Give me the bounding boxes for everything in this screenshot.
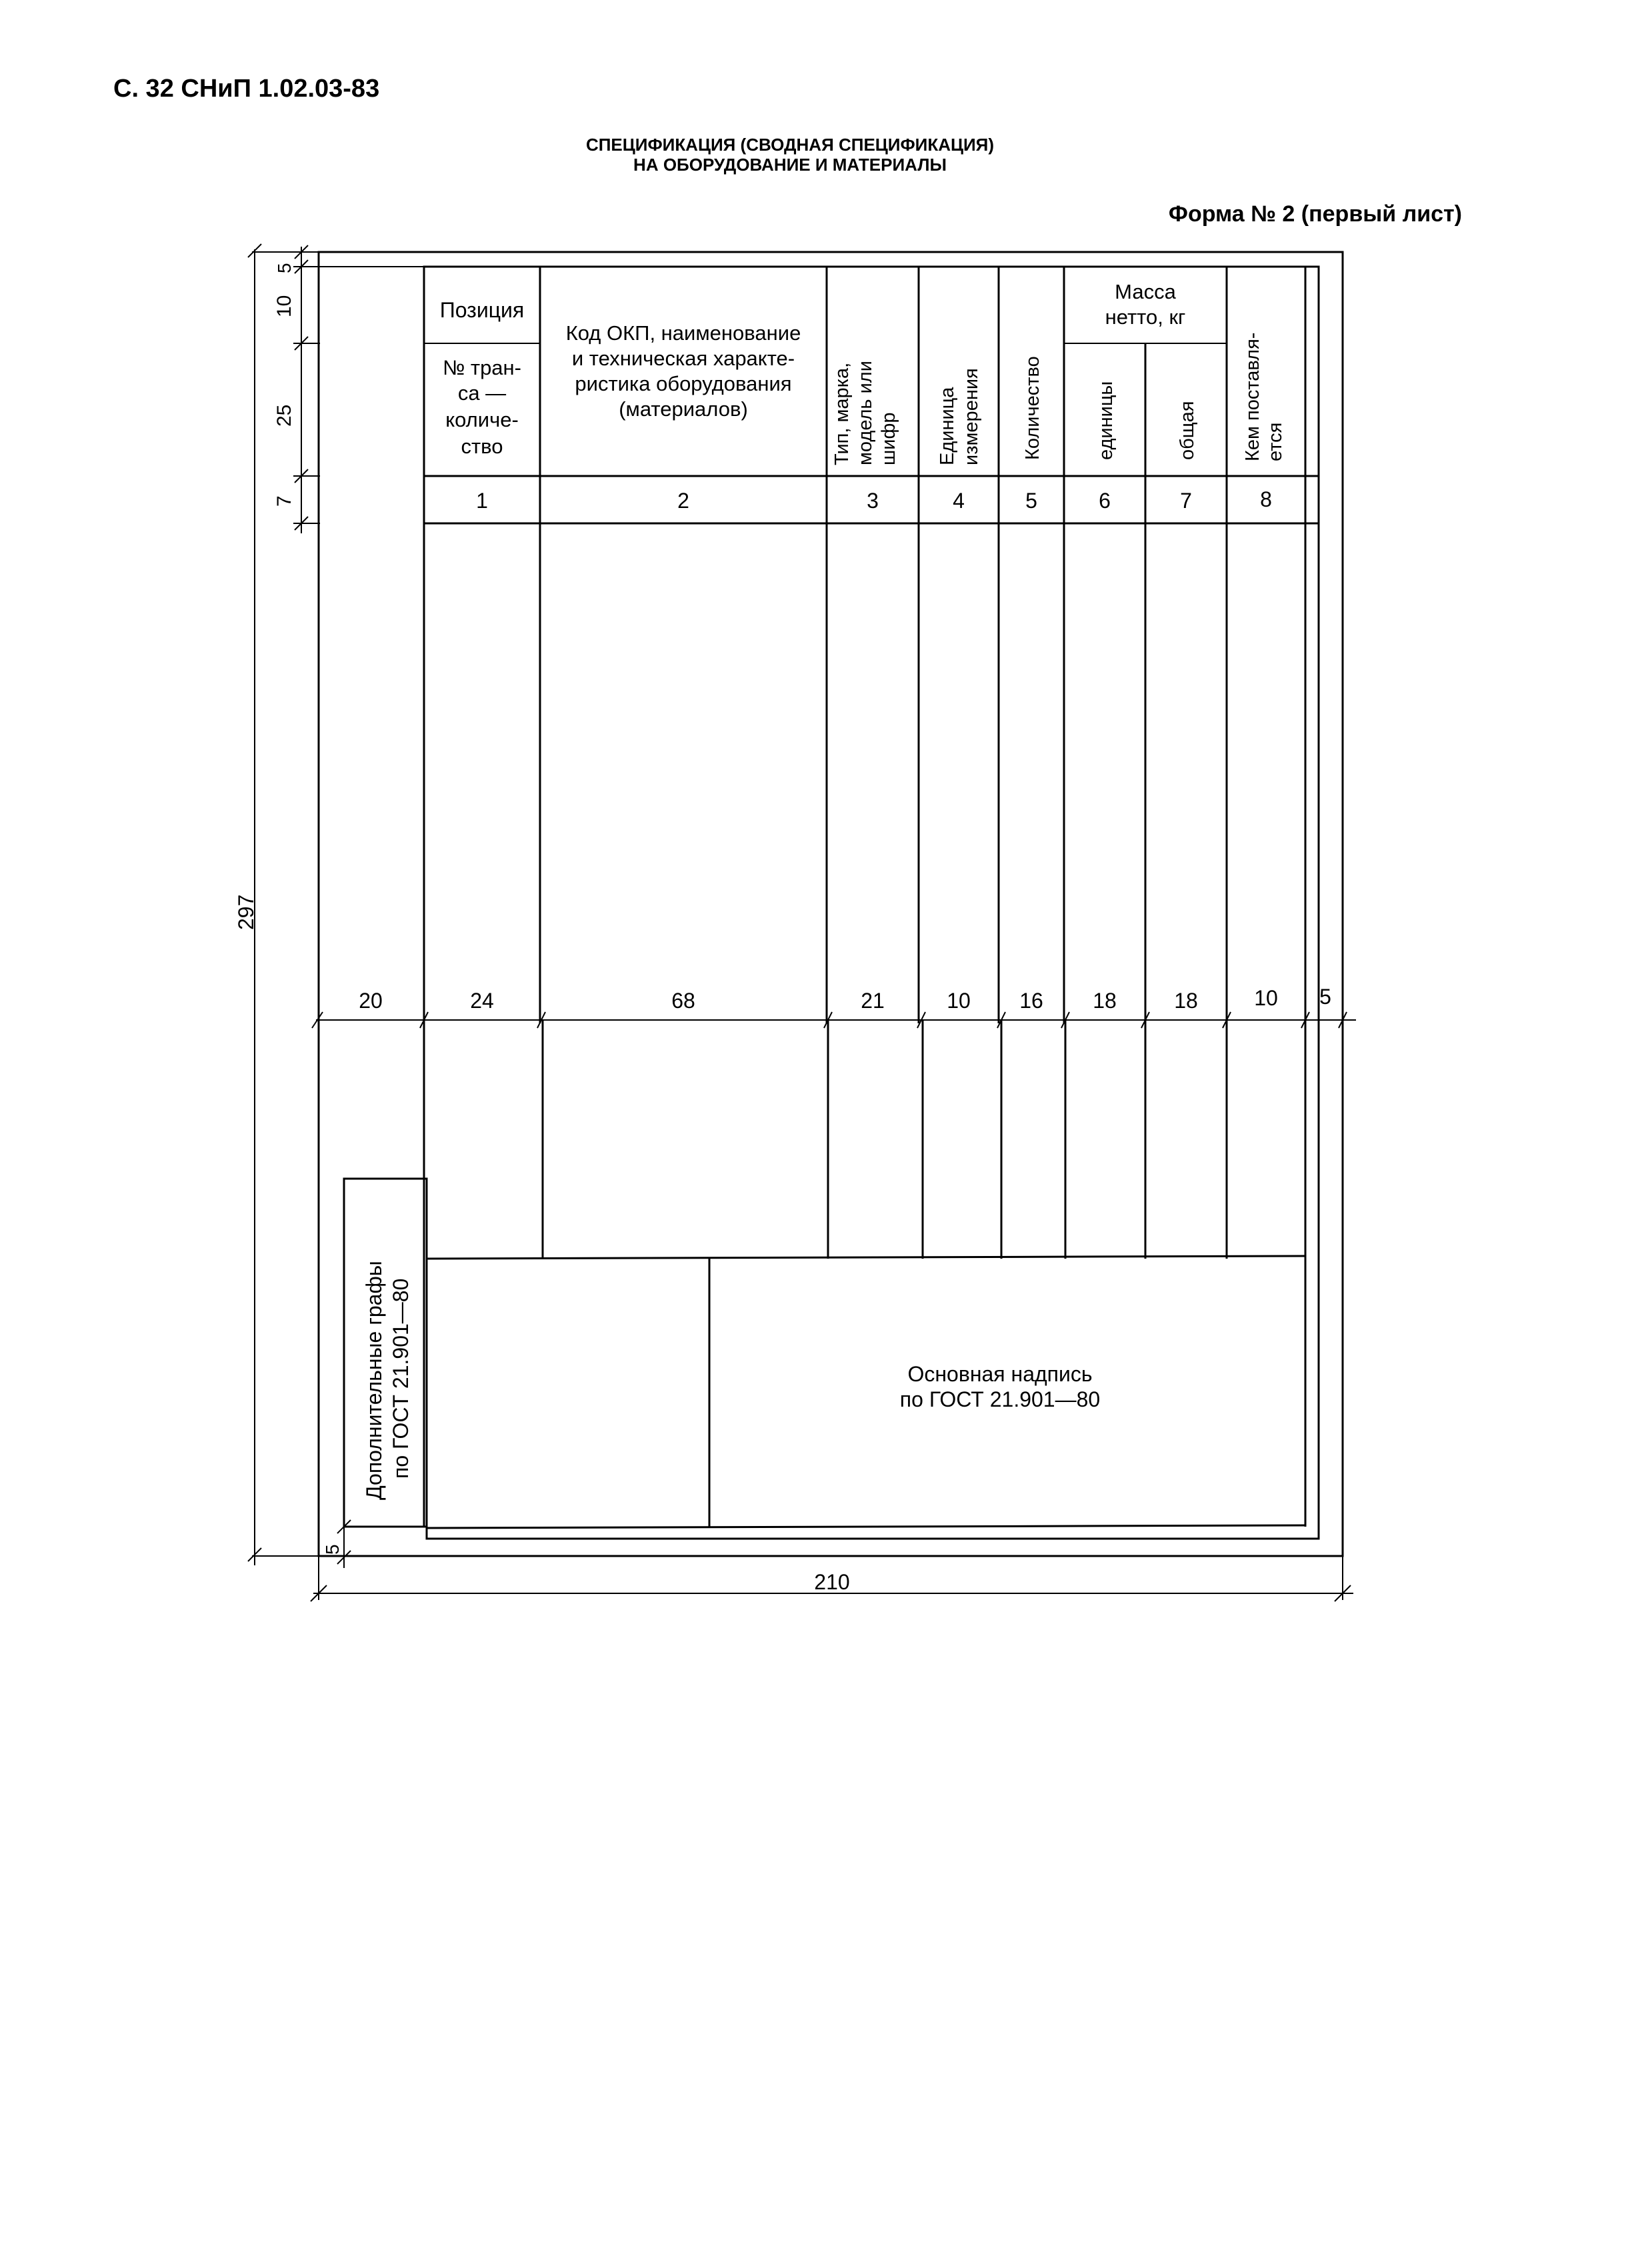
- main-stamp-label: [900, 1362, 1100, 1411]
- svg-text:нетто, кг: нетто, кг: [1105, 305, 1186, 329]
- supplier-header: [1242, 333, 1286, 461]
- svg-text:по ГОСТ 21.901—80: по ГОСТ 21.901—80: [899, 1387, 1101, 1411]
- column-number: 5: [1025, 489, 1037, 513]
- svg-text:Тип, марка,: Тип, марка,: [831, 362, 853, 465]
- column-number: 2: [677, 489, 689, 513]
- width-label: 24: [470, 989, 494, 1013]
- form-label: Форма № 2 (первый лист): [1168, 201, 1462, 227]
- mass-total-header: общая: [1177, 401, 1198, 460]
- column-lines-lower: [424, 1020, 1305, 1527]
- svg-text:Основная надпись: Основная надпись: [907, 1362, 1093, 1386]
- column-dimension-line: [312, 1012, 1356, 1028]
- svg-text:№ тран-: № тран-: [443, 356, 521, 379]
- mass-unit-header: единицы: [1095, 381, 1117, 460]
- column-width-labels: [359, 985, 1331, 1013]
- svg-text:Дополнительные графы: Дополнительные графы: [362, 1261, 386, 1500]
- svg-text:Масса: Масса: [1115, 280, 1176, 303]
- svg-text:Код ОКП, наименование: Код ОКП, наименование: [565, 321, 801, 345]
- extra-columns-label: [362, 1261, 413, 1500]
- svg-text:количе-: количе-: [445, 408, 519, 431]
- svg-text:ство: ство: [461, 435, 503, 458]
- header-row1-label: 10: [273, 295, 295, 317]
- column-number: 6: [1099, 489, 1111, 513]
- code-header: [566, 321, 801, 421]
- svg-text:модель или: модель или: [855, 361, 876, 465]
- column-number: 4: [953, 489, 965, 513]
- svg-text:по ГОСТ 21.901—80: по ГОСТ 21.901—80: [389, 1278, 413, 1479]
- header-row2-label: 25: [273, 404, 295, 427]
- svg-text:Кем поставля-: Кем поставля-: [1242, 332, 1263, 461]
- svg-text:ристика оборудования: ристика оборудования: [575, 372, 792, 395]
- mass-header: [1105, 280, 1186, 329]
- width-label: 21: [861, 989, 885, 1013]
- bottom-margin-label: 5: [322, 1544, 343, 1555]
- width-label: 68: [671, 989, 695, 1013]
- page-header: С. 32 СНиП 1.02.03-83: [113, 75, 380, 103]
- position-header: Позиция: [439, 298, 525, 322]
- column-number: 7: [1180, 489, 1192, 513]
- width-label: 18: [1174, 989, 1198, 1013]
- column-number: 3: [867, 489, 879, 513]
- width-label: 18: [1093, 989, 1117, 1013]
- height-total-label: 297: [234, 894, 258, 930]
- column-number: 1: [476, 489, 488, 513]
- top-margin-label: 5: [274, 263, 295, 273]
- main-stamp: [427, 1256, 1305, 1528]
- width-total-label: 210: [814, 1570, 850, 1594]
- svg-text:(материалов): (материалов): [619, 397, 748, 421]
- column-number: 8: [1260, 487, 1272, 511]
- svg-text:са —: са —: [457, 381, 507, 405]
- width-label: 5: [1319, 985, 1331, 1009]
- title-line-1: СПЕЦИФИКАЦИЯ (СВОДНАЯ СПЕЦИФИКАЦИЯ): [585, 135, 995, 155]
- svg-text:измерения: измерения: [961, 368, 982, 465]
- type-header: [831, 361, 899, 465]
- svg-text:шифр: шифр: [878, 412, 899, 465]
- svg-text:и техническая характе-: и техническая характе-: [571, 347, 795, 370]
- quantity-header: Количество: [1022, 356, 1043, 460]
- column-numbers: [476, 487, 1272, 513]
- svg-text:Единица: Единица: [937, 387, 958, 465]
- unit-header: [937, 368, 982, 465]
- width-label: 10: [947, 989, 971, 1013]
- width-label: 10: [1254, 986, 1278, 1010]
- width-label: 16: [1019, 989, 1043, 1013]
- numbers-row-label: 7: [273, 495, 295, 507]
- svg-text:ется: ется: [1265, 422, 1286, 461]
- title-line-2: НА ОБОРУДОВАНИЕ И МАТЕРИАЛЫ: [633, 155, 947, 175]
- transport-header: [443, 356, 521, 458]
- width-label: 20: [359, 989, 383, 1013]
